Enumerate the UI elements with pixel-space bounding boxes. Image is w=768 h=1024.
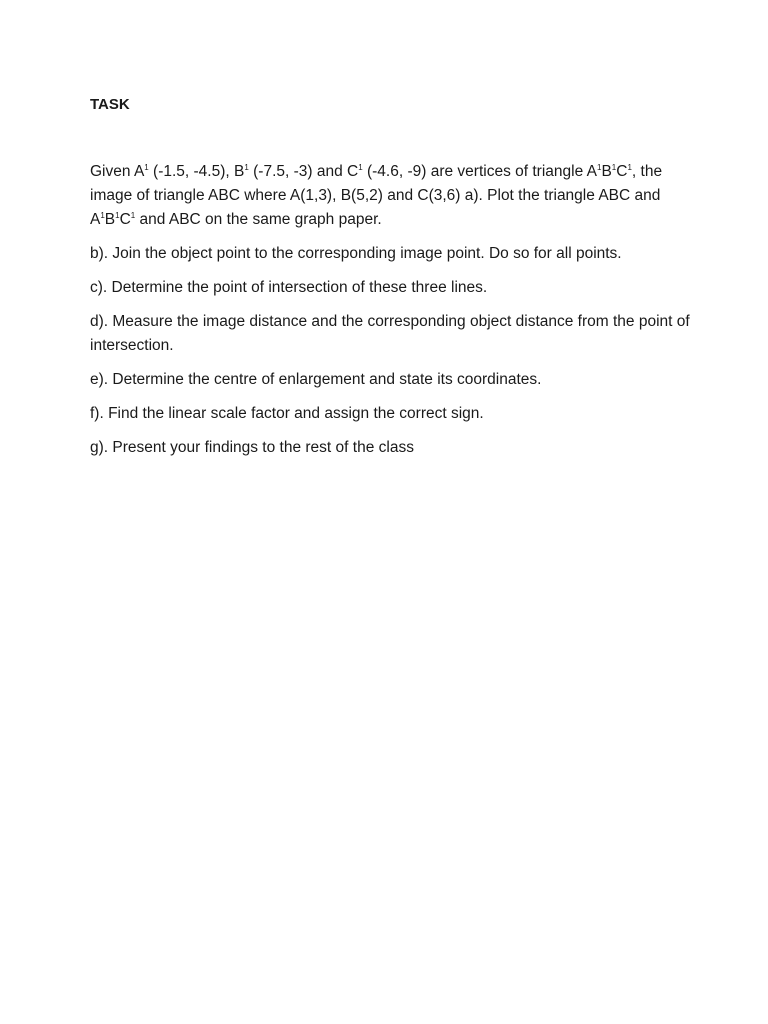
task-item-d: d). Measure the image distance and the corresponding object distance from the point of intersection. (90, 313, 690, 354)
superscript: 1 (597, 163, 602, 172)
task-item-g: g). Present your findings to the rest of the class (90, 439, 414, 456)
superscript: 1 (100, 211, 105, 220)
superscript: 1 (144, 163, 149, 172)
given-text-3: (-7.5, -3) and C (248, 163, 359, 180)
task-item-b: b). Join the object point to the corresponding image point. Do so for all points. (90, 245, 622, 262)
given-text-10: and ABC on the same graph paper. (135, 211, 382, 228)
superscript: 1 (358, 163, 363, 172)
given-text-2: (-1.5, -4.5), B (148, 163, 245, 180)
given-text-4: (-4.6, -9) are vertices of triangle A (362, 163, 597, 180)
superscript: 1 (611, 163, 617, 172)
task-item-e: e). Determine the centre of enlargement and state its coordinates. (90, 371, 542, 388)
given-paragraph (90, 160, 690, 232)
task-title: TASK (90, 96, 130, 113)
document-body (90, 94, 690, 470)
task-item-f: f). Find the linear scale factor and assign the correct sign. (90, 405, 484, 422)
given-text-5: B (601, 163, 612, 180)
given-text-1: Given A (90, 163, 145, 180)
superscript: 1 (115, 211, 120, 220)
given-text-6: C (616, 163, 628, 180)
superscript: 1 (627, 163, 632, 172)
given-text-9: C (119, 211, 131, 228)
given-text-8: B (104, 211, 116, 228)
superscript: 1 (130, 211, 136, 220)
superscript: 1 (244, 163, 249, 172)
given-text-7: , the image of triangle ABC where A(1,3), B(5,2) and C(3,6) a). Plot the triangle ABC and A (90, 163, 663, 228)
task-item-c: c). Determine the point of intersection of these three lines. (90, 279, 488, 296)
